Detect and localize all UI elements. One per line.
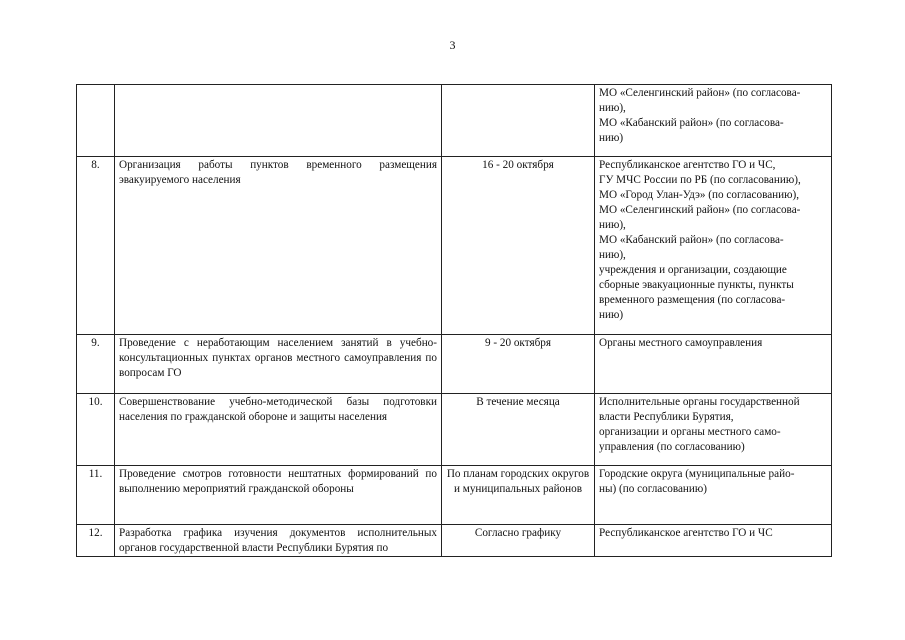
responsible-line: Городские округа (муниципальные райо- (599, 468, 795, 480)
row-number-cell: 10. (77, 394, 115, 466)
event-cell: Совершенствование учебно-методической базы подготовки населения по гражданской обороне и защиты населения (115, 394, 442, 466)
row-number-cell: 9. (77, 335, 115, 394)
row-number-cell: 12. (77, 525, 115, 557)
table-row (77, 466, 832, 525)
date-cell: По планам городских округов и муниципальных районов (442, 466, 595, 525)
responsible-line: власти Республики Бурятия, (599, 411, 734, 423)
responsible-line: нию) (599, 309, 624, 321)
event-cell: Проведение смотров готовности нештатных формирований по выполнению мероприятий гражданской обороны (115, 466, 442, 525)
table-row (77, 394, 832, 466)
responsible-line: МО «Селенгинский район» (по согласова- (599, 87, 801, 99)
responsible-line: нию) (599, 132, 624, 144)
responsible-line: ГУ МЧС России по РБ (по согласованию), (599, 174, 801, 186)
responsible-cell (595, 466, 832, 525)
responsible-line: сборные эвакуационные пункты, пункты (599, 279, 794, 291)
responsible-line: учреждения и организации, создающие (599, 264, 787, 276)
event-cell: Разработка графика изучения документов исполнительных органов государственной власти Республики Бурятия по (115, 525, 442, 557)
table-row (77, 85, 832, 157)
date-cell: В течение месяца (442, 394, 595, 466)
responsible-cell (595, 525, 832, 557)
events-table (76, 84, 832, 557)
responsible-line: Исполнительные органы государственной (599, 396, 800, 408)
responsible-cell (595, 85, 832, 157)
responsible-line: ны) (по согласованию) (599, 483, 707, 495)
event-cell: Организация работы пунктов временного размещения эвакуируемого населения (115, 157, 442, 335)
responsible-line: Республиканское агентство ГО и ЧС (599, 527, 773, 539)
responsible-line: МО «Город Улан-Удэ» (по согласованию), (599, 189, 800, 201)
table-row (77, 335, 832, 394)
event-cell (115, 85, 442, 157)
responsible-line: нию), (599, 102, 626, 114)
date-cell: Согласно графику (442, 525, 595, 557)
responsible-line: Органы местного самоуправления (599, 337, 763, 349)
page-number: 3 (449, 38, 456, 52)
responsible-line: временного размещения (по согласова- (599, 294, 786, 306)
row-number-cell: 11. (77, 466, 115, 525)
row-number-cell: 8. (77, 157, 115, 335)
responsible-cell (595, 157, 832, 335)
responsible-line: управления (по согласованию) (599, 441, 745, 453)
table-row (77, 157, 832, 335)
responsible-line: МО «Кабанский район» (по согласова- (599, 117, 784, 129)
row-number-cell (77, 85, 115, 157)
responsible-cell (595, 394, 832, 466)
responsible-line: Республиканское агентство ГО и ЧС, (599, 159, 776, 171)
responsible-line: нию), (599, 249, 626, 261)
date-cell: 9 - 20 октября (442, 335, 595, 394)
responsible-line: МО «Кабанский район» (по согласова- (599, 234, 784, 246)
responsible-cell (595, 335, 832, 394)
table-row (77, 525, 832, 557)
responsible-line: организации и органы местного само- (599, 426, 781, 438)
responsible-line: МО «Селенгинский район» (по согласова- (599, 204, 801, 216)
date-cell (442, 85, 595, 157)
event-cell: Проведение с неработающим населением занятий в учебно-консультационных пунктах органов местного самоуправления по вопросам ГО (115, 335, 442, 394)
date-cell: 16 - 20 октября (442, 157, 595, 335)
responsible-line: нию), (599, 219, 626, 231)
